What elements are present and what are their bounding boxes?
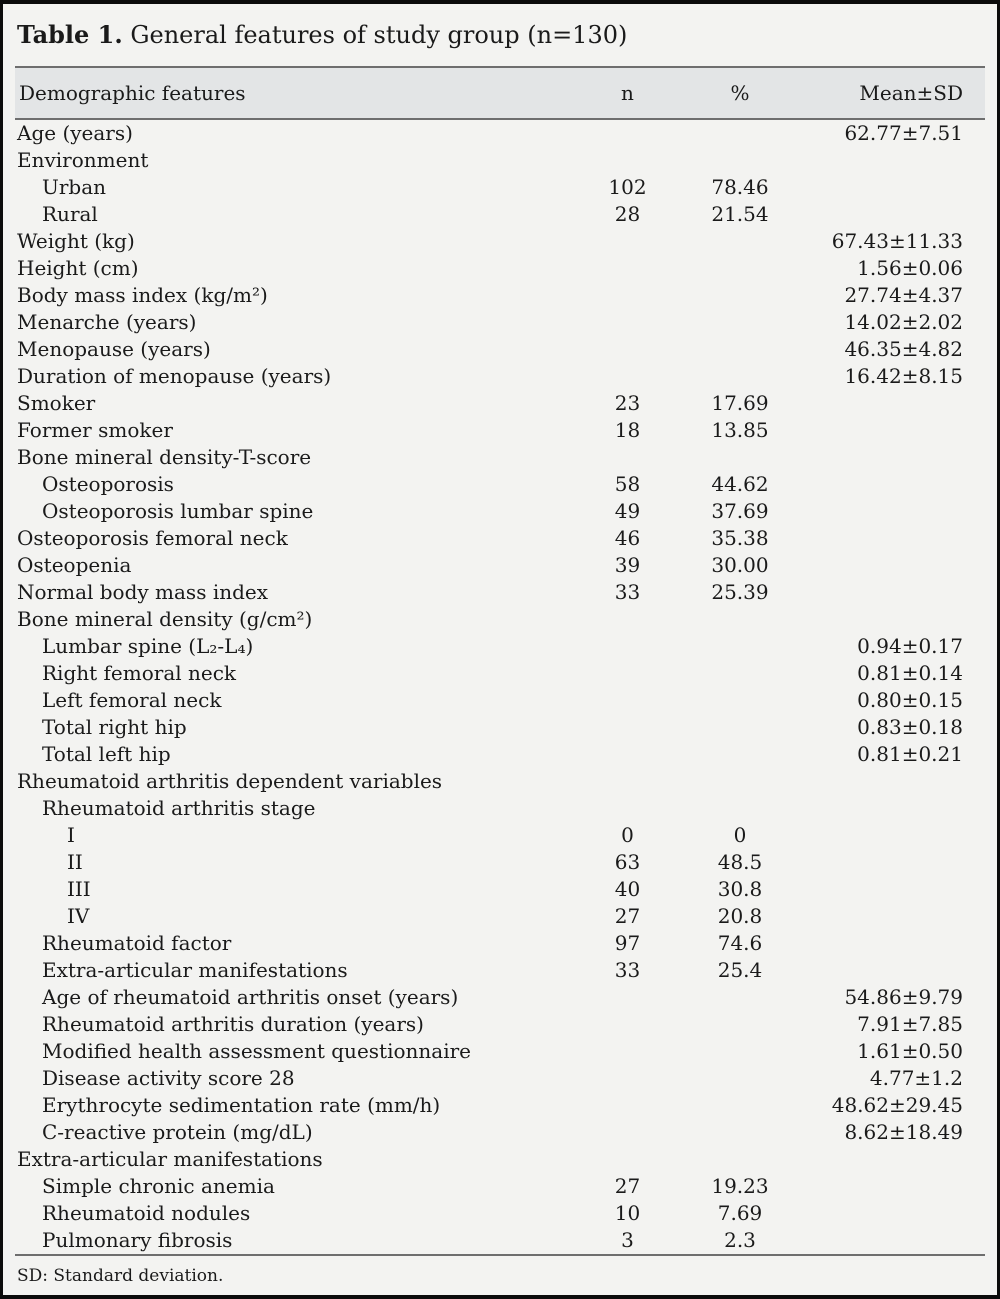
row-n-value: 28 [614,202,641,226]
row-percent-value: 20.8 [717,904,763,928]
row-mean-sd-value: 1.61±0.50 [857,1039,963,1063]
table-row [15,1011,985,1038]
row-percent-value: 35.38 [711,526,769,550]
row-n-value: 18 [614,418,641,442]
row-mean-sd-value: 0.81±0.21 [857,742,963,766]
row-label: Osteoporosis lumbar spine [42,499,314,523]
row-label: Osteopenia [17,553,132,577]
row-n-value: 40 [614,877,641,901]
row-n-value: 10 [614,1201,641,1225]
row-label: Normal body mass index [17,580,269,604]
row-n-value: 0 [621,823,634,847]
row-label: Erythrocyte sedimentation rate (mm/h) [42,1093,441,1117]
row-mean-sd-value: 27.74±4.37 [844,283,963,307]
table-header-row [15,66,985,120]
row-label: Menarche (years) [17,310,197,334]
table-row [15,1092,985,1119]
row-mean-sd-value: 8.62±18.49 [844,1120,963,1144]
row-percent-value: 25.39 [711,580,769,604]
table-row [15,687,985,714]
row-n-value: 58 [614,472,641,496]
row-label: III [67,877,91,901]
row-mean-sd-value: 4.77±1.2 [869,1066,963,1090]
row-label: Rheumatoid arthritis duration (years) [42,1012,424,1036]
table-row [15,552,985,579]
table-row [15,876,985,903]
table-row [15,714,985,741]
row-label: Rheumatoid arthritis stage [42,796,316,820]
table-row [15,1200,985,1227]
row-label: Smoker [17,391,96,415]
row-label: Menopause (years) [17,337,211,361]
row-label: Former smoker [17,418,173,442]
row-label: Osteoporosis [42,472,174,496]
table-row [15,795,985,822]
table-row [15,1065,985,1092]
row-percent-value: 2.3 [724,1228,756,1252]
row-n-value: 23 [614,391,641,415]
row-label: C-reactive protein (mg/dL) [42,1120,313,1144]
row-label: Right femoral neck [42,661,237,685]
table-row [15,1119,985,1146]
row-mean-sd-value: 0.94±0.17 [857,634,963,658]
table-row [15,282,985,309]
row-label: Body mass index (kg/m²) [17,283,268,307]
row-percent-value: 0 [733,823,747,847]
table-row [15,201,985,228]
row-label: Age (years) [17,121,133,145]
row-label: Modified health assessment questionnaire [42,1039,471,1063]
table-row [15,147,985,174]
row-label: Extra-articular manifestations [17,1147,323,1171]
column-header-percent: % [730,81,750,105]
row-n-value: 27 [614,1174,641,1198]
row-n-value: 33 [614,958,641,982]
row-mean-sd-value: 0.81±0.14 [857,661,963,685]
row-mean-sd-value: 46.35±4.82 [844,337,963,361]
table-number: Table 1. [17,20,123,49]
row-percent-value: 44.62 [711,472,769,496]
row-mean-sd-value: 0.83±0.18 [857,715,963,739]
row-label: Simple chronic anemia [42,1174,275,1198]
row-label: Duration of menopause (years) [17,364,332,388]
table-row [15,228,985,255]
row-n-value: 63 [614,850,641,874]
table-row [15,957,985,984]
row-n-value: 97 [614,931,641,955]
row-label: Height (cm) [17,256,139,280]
row-percent-value: 17.69 [711,391,769,415]
row-percent-value: 21.54 [711,202,769,226]
table-row [15,255,985,282]
table-row [15,984,985,1011]
row-label: Total right hip [42,715,187,739]
table-row [15,309,985,336]
row-label: Lumbar spine (L₂-L₄) [42,634,254,658]
row-n-value: 27 [614,904,641,928]
row-n-value: 46 [614,526,641,550]
row-label: I [67,823,75,847]
row-percent-value: 48.5 [717,850,763,874]
table-row [15,498,985,525]
row-percent-value: 37.69 [711,499,769,523]
row-label: Disease activity score 28 [42,1066,295,1090]
table-row [15,417,985,444]
row-mean-sd-value: 48.62±29.45 [831,1093,963,1117]
row-label: Extra-articular manifestations [42,958,348,982]
row-label: Weight (kg) [17,229,135,253]
table-row [15,579,985,606]
table-row [15,660,985,687]
table-row [15,390,985,417]
row-mean-sd-value: 54.86±9.79 [844,985,963,1009]
table-body [15,120,985,1254]
table-row [15,903,985,930]
row-mean-sd-value: 1.56±0.06 [857,256,963,280]
column-header-mean-sd: Mean±SD [859,81,963,105]
row-label: Age of rheumatoid arthritis onset (years) [42,985,459,1009]
table-row [15,1146,985,1173]
row-n-value: 39 [614,553,641,577]
column-header-n: n [621,81,634,105]
table-row [15,822,985,849]
table-row [15,1173,985,1200]
row-label: Rheumatoid factor [42,931,232,955]
table-row [15,120,985,147]
row-label: Environment [17,148,149,172]
table-row [15,363,985,390]
table-row [15,633,985,660]
row-percent-value: 7.69 [717,1201,763,1225]
row-mean-sd-value: 7.91±7.85 [857,1012,963,1036]
row-n-value: 33 [614,580,641,604]
row-label: Osteoporosis femoral neck [17,526,288,550]
row-label: Rheumatoid arthritis dependent variables [17,769,443,793]
row-label: Bone mineral density-T-score [17,445,312,469]
table-row [15,768,985,795]
row-n-value: 102 [608,175,647,199]
table-row [15,930,985,957]
row-percent-value: 30.00 [711,553,769,577]
row-mean-sd-value: 62.77±7.51 [844,121,963,145]
row-n-value: 49 [614,499,641,523]
row-label: Left femoral neck [42,688,222,712]
row-label: Urban [42,175,107,199]
row-mean-sd-value: 14.02±2.02 [844,310,963,334]
row-mean-sd-value: 16.42±8.15 [844,364,963,388]
table-row [15,444,985,471]
table-title-text: General features of study group (n=130) [130,21,628,49]
row-label: Total left hip [42,742,171,766]
row-label: Pulmonary fibrosis [42,1228,233,1252]
table-row [15,471,985,498]
column-header-demographic-features: Demographic features [19,81,246,105]
row-mean-sd-value: 0.80±0.15 [857,688,963,712]
table-row [15,1038,985,1065]
table-row [15,1227,985,1254]
row-mean-sd-value: 67.43±11.33 [831,229,963,253]
table-footnote: SD: Standard deviation. [17,1266,224,1286]
row-label: II [67,850,83,874]
row-percent-value: 30.8 [717,877,763,901]
table-row [15,741,985,768]
row-percent-value: 13.85 [711,418,769,442]
row-label: IV [67,904,90,928]
row-percent-value: 78.46 [711,175,769,199]
table-row [15,525,985,552]
table-row [15,849,985,876]
row-label: Rural [42,202,98,226]
row-percent-value: 19.23 [711,1174,769,1198]
table-row [15,606,985,633]
row-label: Bone mineral density (g/cm²) [17,607,313,631]
table-row [15,174,985,201]
row-label: Rheumatoid nodules [42,1201,251,1225]
table-title [3,4,997,66]
row-n-value: 3 [621,1228,634,1252]
table-row [15,336,985,363]
row-percent-value: 74.6 [717,931,763,955]
row-percent-value: 25.4 [717,958,763,982]
